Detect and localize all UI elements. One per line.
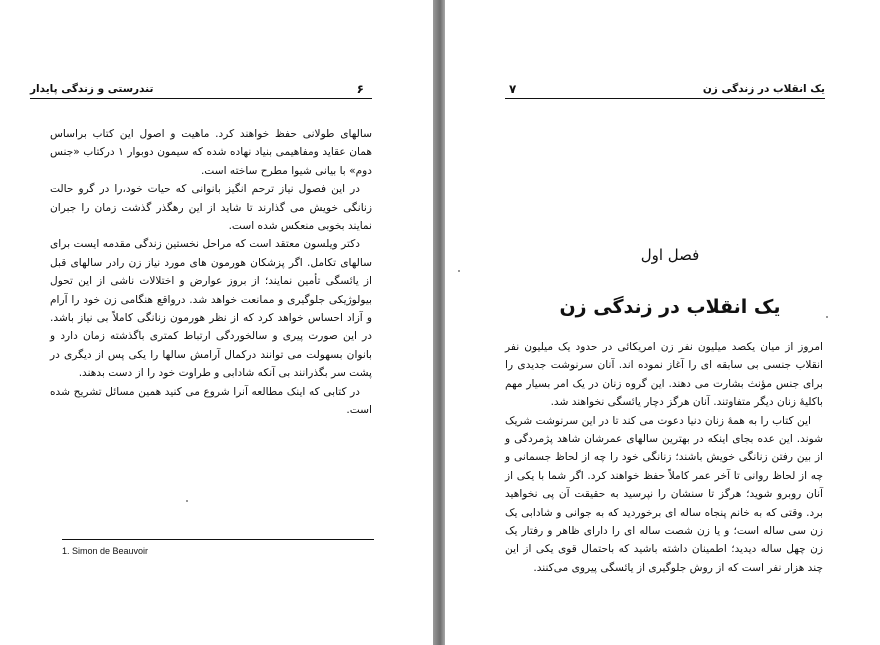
scan-speck: [458, 270, 460, 272]
book-gutter: [433, 0, 445, 645]
paragraph: این کتاب را به همهٔ زنان دنیا دعوت می کند تا در این سرنوشت شریک شوند. این عده بجای اینکه در بهترین سالهای عمرشان شاهد پژمردگی و از بین رفتن زنانگی خویش باشند؛ زنانگی خود را چه از لحاظ جسمانی و چه از لحاظ روانی تا آخر عمر کاملاً حفظ خواهند کرد. اگر شما با یکی از آنان روبرو شوید؛ هرگز تا سنشان را نپرسید به حقیقت آن پی نخواهید برد. وقتی که به خانم پنجاه ساله ای برخوردید که به جوانی و شادابی یک زن سی ساله است؛ و یا زن شصت ساله ای را دارای ظاهر و رفتار یک زن چهل ساله دیدید؛ اطمینان داشته باشید که باحتمال قوی یکی از این چند هزار نفر است که از روش جلوگیری از یائسگی پیروی می‌کنند.: [505, 414, 823, 574]
paragraph: دکتر ویلسون معتقد است که مراحل نخستین زندگی مقدمه ایست برای سالهای تکامل. اگر پزشکان هورمون های مورد نیاز زن رادر سالهای قبل از یائسگی تأمین نمایند؛ از بروز عوارض و اختلالات ناشی از این تحول بیولوژیکی جلوگیری و ممانعت خواهد شد. درواقع هنگامی زن خود را آرام و آزاد احساس خواهد کرد که از نظر هورمون زنانگی کاملاً بی نیاز باشد. در این صورت پیری و سالخوردگی ارتباط کمتری باگذشته زمان دارد و بانوان بسهولت می توانند درکمال آرامش سالها را یکی پس از دیگری در پشت سر بگذرانند بی آنکه شادابی و طراوت خود را از دست بدهند.: [50, 238, 372, 380]
scan-speck: [186, 500, 188, 502]
right-page-header: [505, 80, 825, 100]
paragraph: در این فصول نیاز ترحم انگیز بانوانی که حیات خود،را در گرو حالت زنانگی خویش می گذارند تا شاید از این رهگذر گذشت زمان را جبران نمایند بخوبی منعکس شده است.: [50, 183, 372, 233]
chapter-label: فصل اول: [640, 246, 700, 264]
header-rule: [505, 98, 825, 99]
paragraph: امروز از میان یکصد میلیون نفر زن امریکائی در حدود یک میلیون نفر انقلاب جنسی بی سابقه ای را آغاز نموده اند. آنان سرنوشت جدیدی را برای جنس مؤنث بشارت می دهند. این گروه زنان در یک امر بسیار مهم باکلیهٔ زنان دیگر متفاوتند. آنان هرگز دچار یائسگی نخواهند شد.: [505, 341, 823, 409]
running-title: تندرستی و زندگی پایدار: [30, 83, 154, 95]
left-page-body: [50, 125, 372, 420]
left-page: [0, 0, 433, 645]
running-title: یک انقلاب در زندگی زن: [702, 83, 825, 95]
right-page-body: [505, 338, 823, 577]
chapter-title: یک انقلاب در زندگی زن: [559, 296, 781, 318]
page-number: ۷: [509, 82, 517, 96]
paragraph: سالهای طولانی حفظ خواهند کرد. ماهیت و اصول این کتاب براساس همان عقاید ومفاهیمی بنیاد نهاده شده که سیمون دوبوار ۱ درکتاب «جنس دوم» با بیانی شیوا مطرح ساخته است.: [50, 128, 372, 177]
header-rule: [30, 98, 372, 99]
paragraph: در کتابی که اینک مطالعه آنرا شروع می کنید همین مسائل تشریح شده است.: [50, 385, 372, 417]
footnote: 1. Simon de Beauvoir: [62, 546, 149, 556]
footnote-rule: [62, 539, 374, 540]
page-number: ۶: [356, 82, 364, 96]
left-page-header: [30, 80, 372, 100]
scan-speck: [826, 316, 828, 318]
